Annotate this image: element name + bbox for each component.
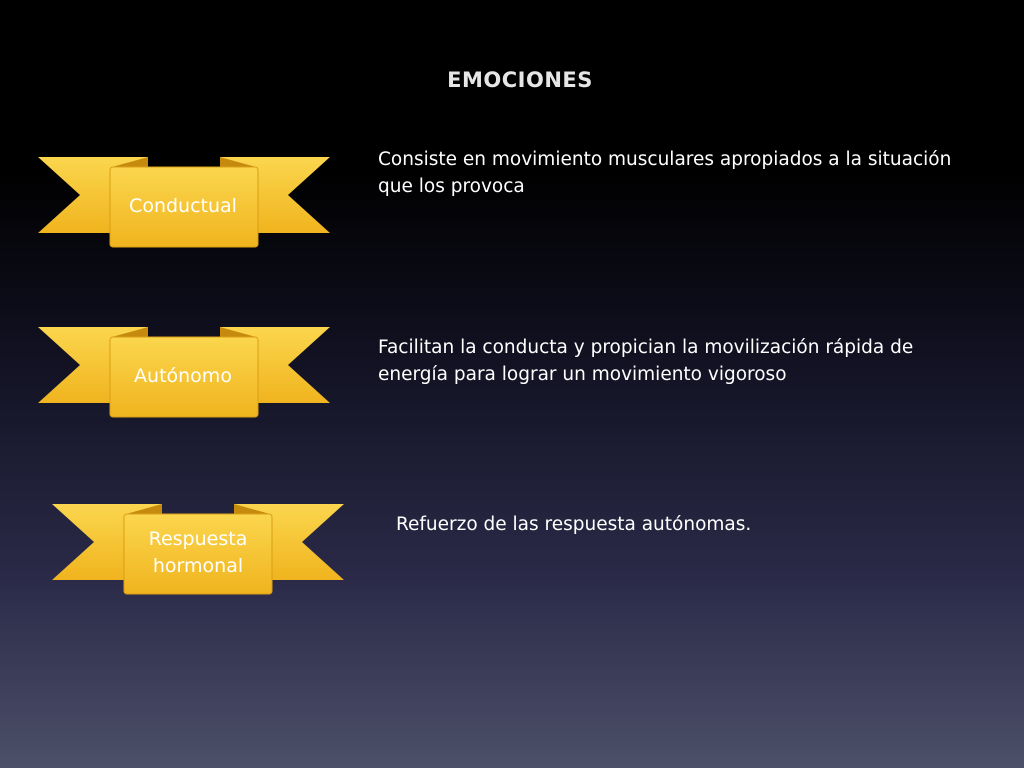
ribbon-label: Conductual bbox=[129, 194, 237, 217]
ribbon-autonomo bbox=[38, 325, 330, 420]
ribbon-label: Respuesta hormonal bbox=[148, 528, 248, 577]
ribbon-respuesta-hormonal bbox=[52, 502, 344, 597]
slide-title: EMOCIONES bbox=[447, 68, 593, 92]
ribbon-label: Autónomo bbox=[134, 364, 232, 387]
ribbon-conductual bbox=[38, 155, 330, 250]
description-conductual: Consiste en movimiento musculares apropiados a la situación que los provoca bbox=[378, 149, 952, 197]
description-respuesta-hormonal: Refuerzo de las respuesta autónomas. bbox=[396, 514, 752, 535]
description-autonomo: Facilitan la conducta y propician la movilización rápida de energía para lograr un movimiento vigoroso bbox=[378, 337, 914, 385]
